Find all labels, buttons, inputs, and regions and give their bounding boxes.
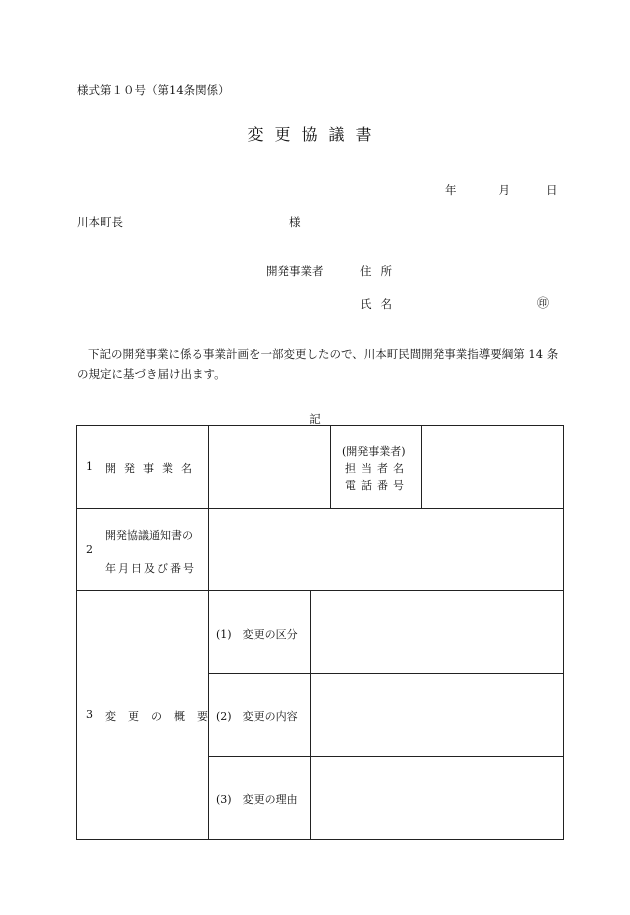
column-divider <box>330 425 331 508</box>
row3-number: 3 <box>86 708 93 721</box>
row3-sub2-label: (2) 変更の内容 <box>216 710 298 723</box>
date-month: 月 <box>498 183 510 197</box>
ki-label: 記 <box>309 412 321 426</box>
developer-label: 開発事業者 <box>266 264 324 278</box>
row1-value-field[interactable] <box>210 427 328 506</box>
seal-mark: ㊞ <box>537 296 550 310</box>
address-label: 住所 <box>360 264 401 278</box>
row3-sub1-field[interactable] <box>312 592 561 671</box>
addressee-honorific: 様 <box>289 215 301 229</box>
column-divider <box>310 590 311 839</box>
row3-sub2-field[interactable] <box>312 675 561 754</box>
row1-contact-line1: (開発事業者) <box>342 445 406 458</box>
name-label: 氏名 <box>360 297 401 311</box>
body-paragraph: 下記の開発事業に係る事業計画を一部変更したので、川本町民間開発事業指導要綱第 14 条の規定に基づき届け出ます。 <box>77 347 559 381</box>
document-title: 変更協議書 <box>247 125 383 144</box>
row3-label: 変更の概要 <box>105 710 220 723</box>
row2-label-line1: 開発協議通知書の <box>105 529 193 542</box>
subrow-divider <box>208 673 563 674</box>
row3-sub1-label: (1) 変更の区分 <box>216 628 298 641</box>
row2-label-line2: 年月日及び番号 <box>105 562 196 575</box>
row2-value-field[interactable] <box>210 510 561 588</box>
row1-label: 開発事業名 <box>105 462 200 475</box>
form-number: 様式第１０号（第14条関係） <box>77 83 230 97</box>
row-divider <box>76 590 563 591</box>
column-divider <box>208 425 209 839</box>
row1-contact-line2: 担当者名 <box>345 462 409 475</box>
row2-number: 2 <box>86 543 93 556</box>
row1-contact-field[interactable] <box>423 427 561 506</box>
row3-sub3-label: (3) 変更の理由 <box>216 793 298 806</box>
row1-contact-line3: 電話番号 <box>345 479 409 492</box>
row-divider <box>76 508 563 509</box>
date-line <box>445 182 558 198</box>
column-divider <box>421 425 422 508</box>
date-day: 日 <box>546 183 558 197</box>
row1-number: 1 <box>86 460 93 473</box>
addressee-name: 川本町長 <box>77 215 123 229</box>
subrow-divider <box>208 756 563 757</box>
date-year: 年 <box>445 183 457 197</box>
row3-sub3-field[interactable] <box>312 758 561 837</box>
